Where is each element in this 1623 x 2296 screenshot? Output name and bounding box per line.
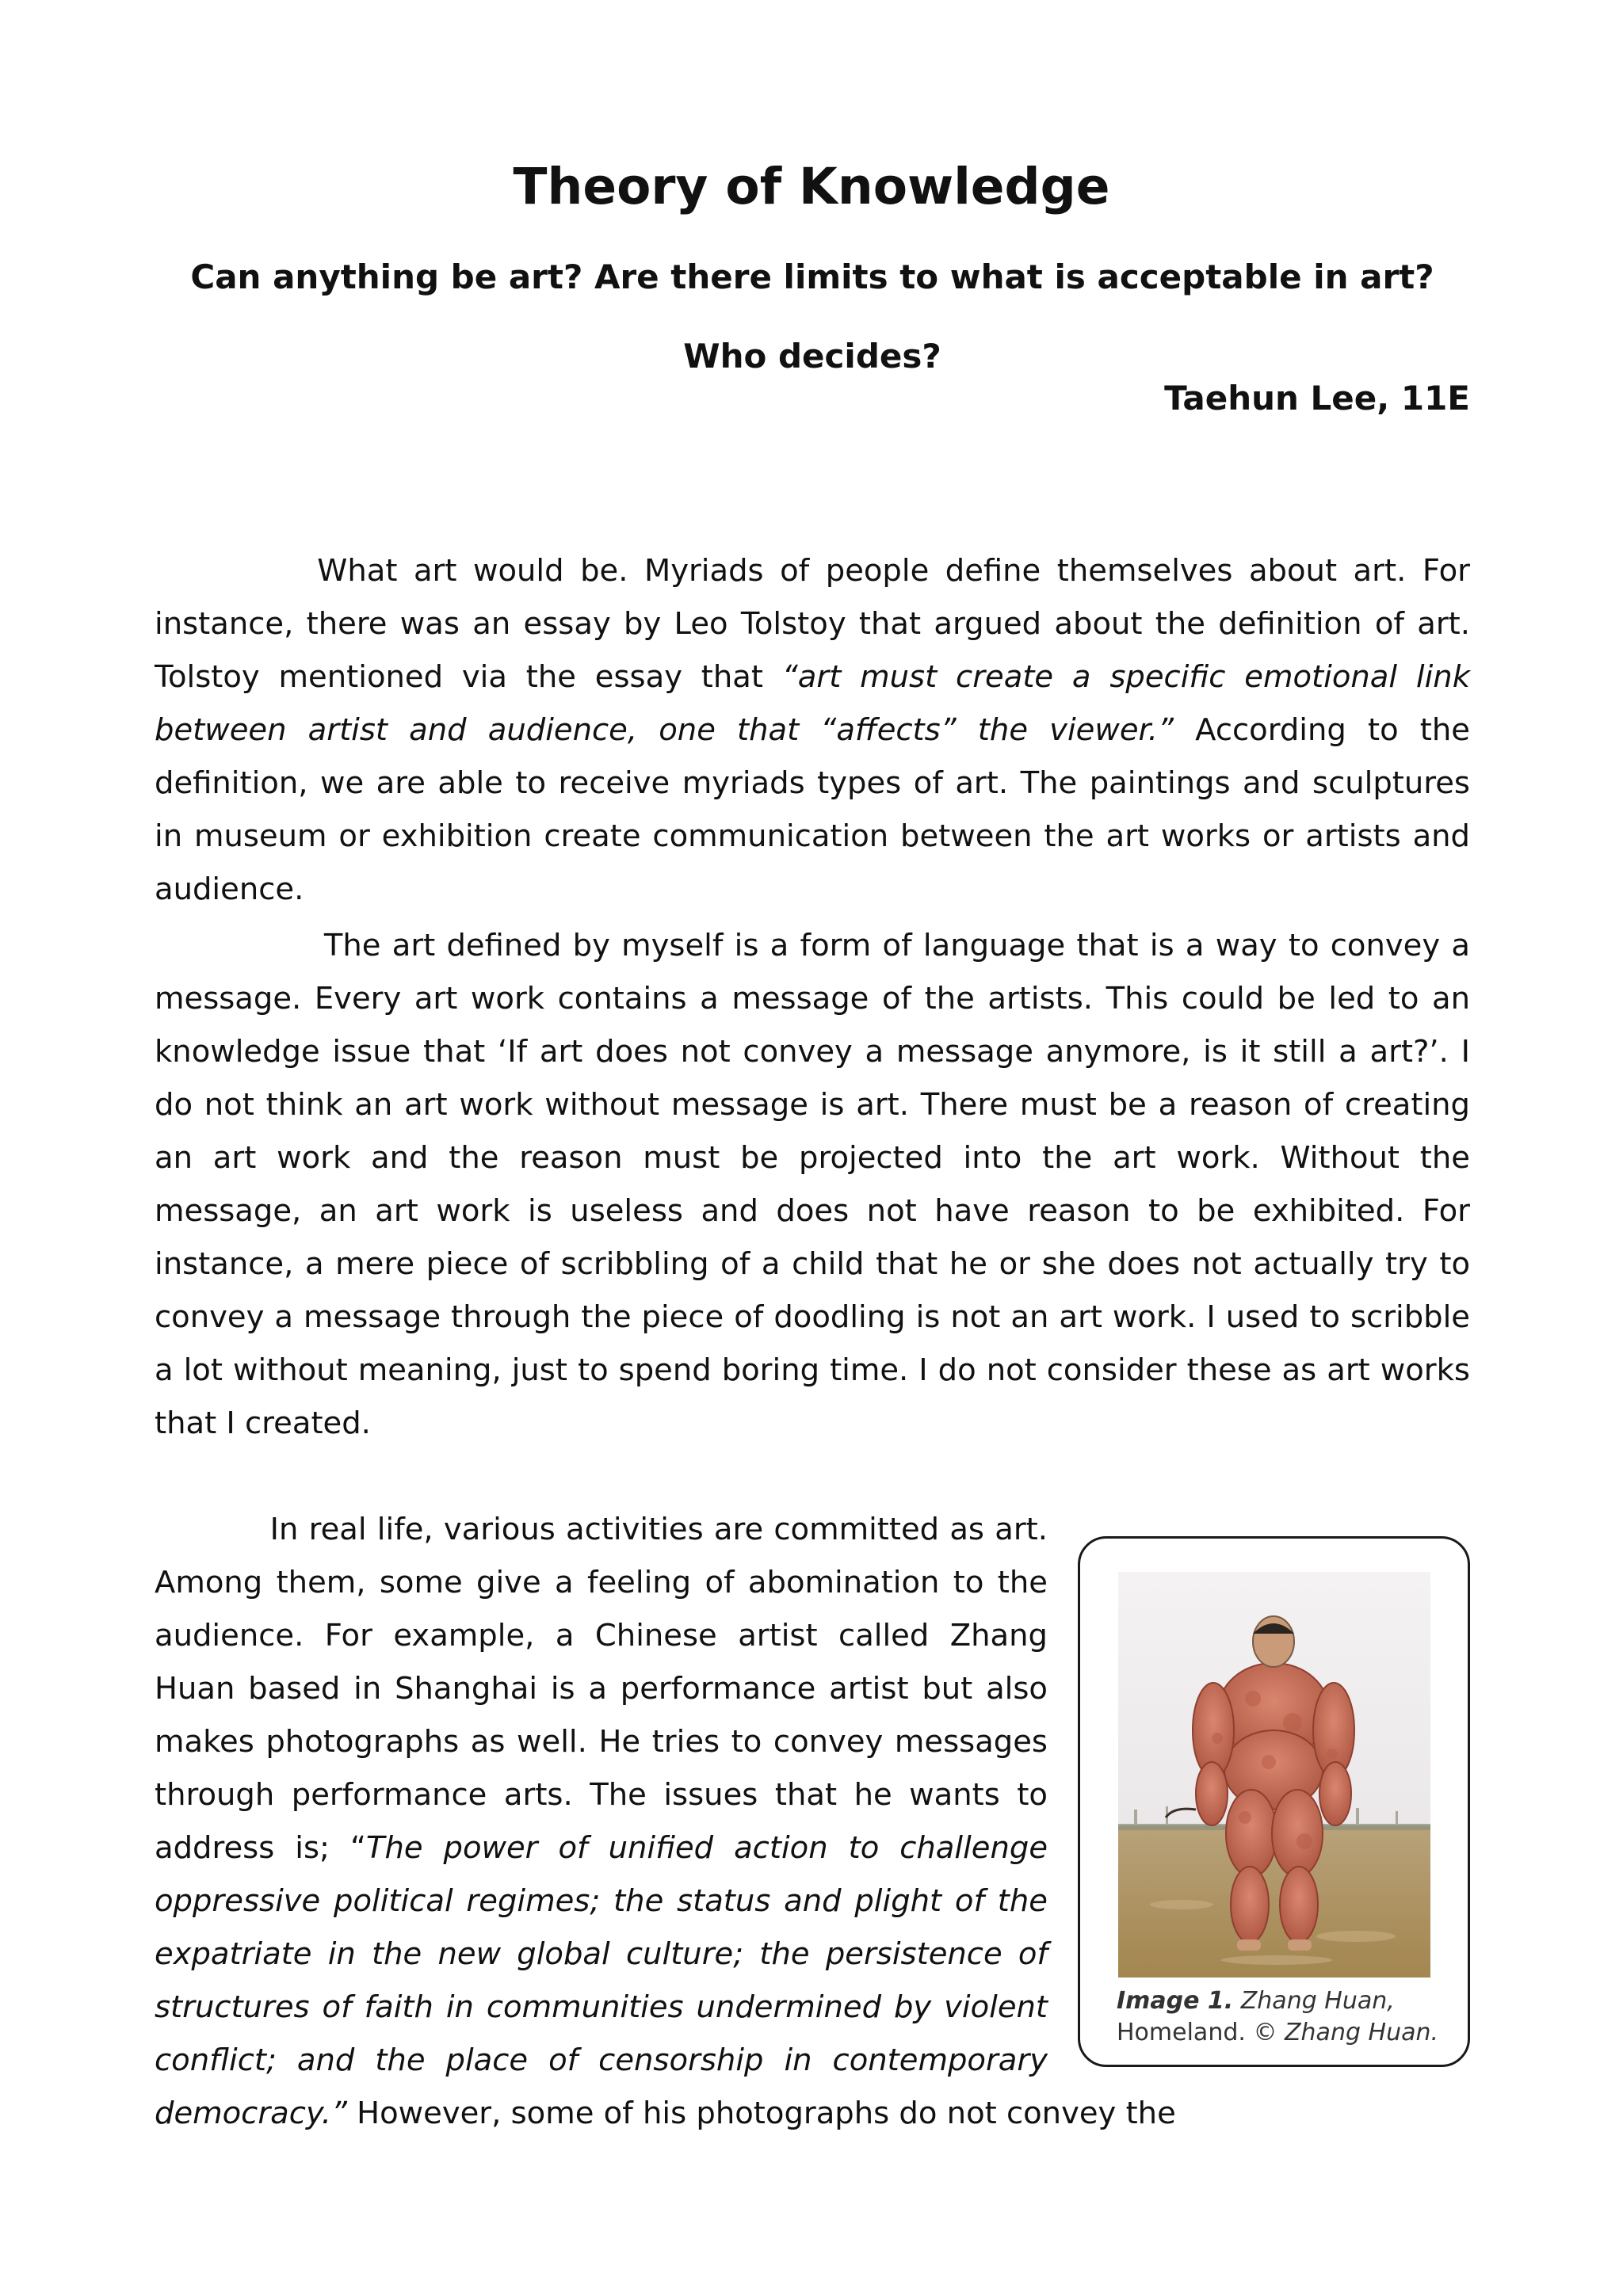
indent	[155, 928, 324, 963]
paragraph-2-text: The art defined by myself is a form of language that is a way to convey a message. Every art work contains a message of the artists. This could be led to an knowledge issue that ‘If art does not convey a message anymore, is it still a art?’. I do not think an art work without message is art. There must be a reason of creating an art work and the reason must be projected into the art work. Without the message, an art work is useless and does not have reason to be exhibited. For instance, a mere piece of scribbling of a child that he or she does not actually try to convey a message through the piece of doodling is not an art work. I used to scribble a lot without meaning, just to spend boring time. I do not consider these as art works that I created.	[155, 928, 1470, 1441]
essay-question: Can anything be art? Are there limits to what is acceptable in art? Who decides?	[190, 257, 1434, 376]
figure-box	[1078, 1536, 1470, 2067]
indent	[155, 1512, 270, 1547]
paragraph-1	[155, 544, 1470, 916]
indent	[155, 553, 317, 589]
zhang-huan-homeland-photo	[1118, 1572, 1430, 1978]
zhang-huan-quote: The power of unified action to challenge oppressive political regimes; the status and plight of the expatriate in the new global culture; the persistence of structures of faith in communities undermined by violent conflict; and the place of censorship in contemporary democracy.”	[155, 1830, 1048, 2131]
author-line: Taehun Lee, 11E	[1164, 379, 1470, 418]
caption-title: Homeland. ©	[1117, 2019, 1277, 2046]
paragraph-3-tail: However, some of his photographs do not convey the	[346, 2096, 1176, 2131]
photo-illustration	[1118, 1572, 1430, 1978]
figure-label: Image 1.	[1117, 1987, 1234, 2015]
page-title: Theory of Knowledge	[513, 158, 1110, 215]
caption-credit: Zhang Huan.	[1277, 2019, 1439, 2046]
figure-caption	[1117, 1985, 1465, 2049]
caption-artist: Zhang Huan,	[1233, 1987, 1395, 2015]
paragraph-3	[155, 1503, 1470, 2140]
paragraph-1-text: What art would be. Myriads of people define themselves about art. For instance, there was an essay by Leo Tolstoy that argued about the definition of art. Tolstoy mentioned via the essay that	[155, 553, 1470, 695]
paragraph-2	[155, 919, 1470, 1450]
paragraph-1-tail: According to the definition, we are able to receive myriads types of art. The paintings and sculptures in museum or exhibition create communication between the art works or artists and audience.	[155, 712, 1470, 907]
paragraph-3-text: In real life, various activities are committed as art. Among them, some give a feeling of abomination to the audience. For example, a Chinese artist called Zhang Huan based in Shanghai is a performance artist but also makes photographs as well. He tries to convey messages through performance arts. The issues that he wants to address is; “	[155, 1512, 1048, 1866]
tolstoy-quote: “art must create a specific emotional link between artist and audience, one that “affects” the viewer.”	[155, 659, 1471, 748]
